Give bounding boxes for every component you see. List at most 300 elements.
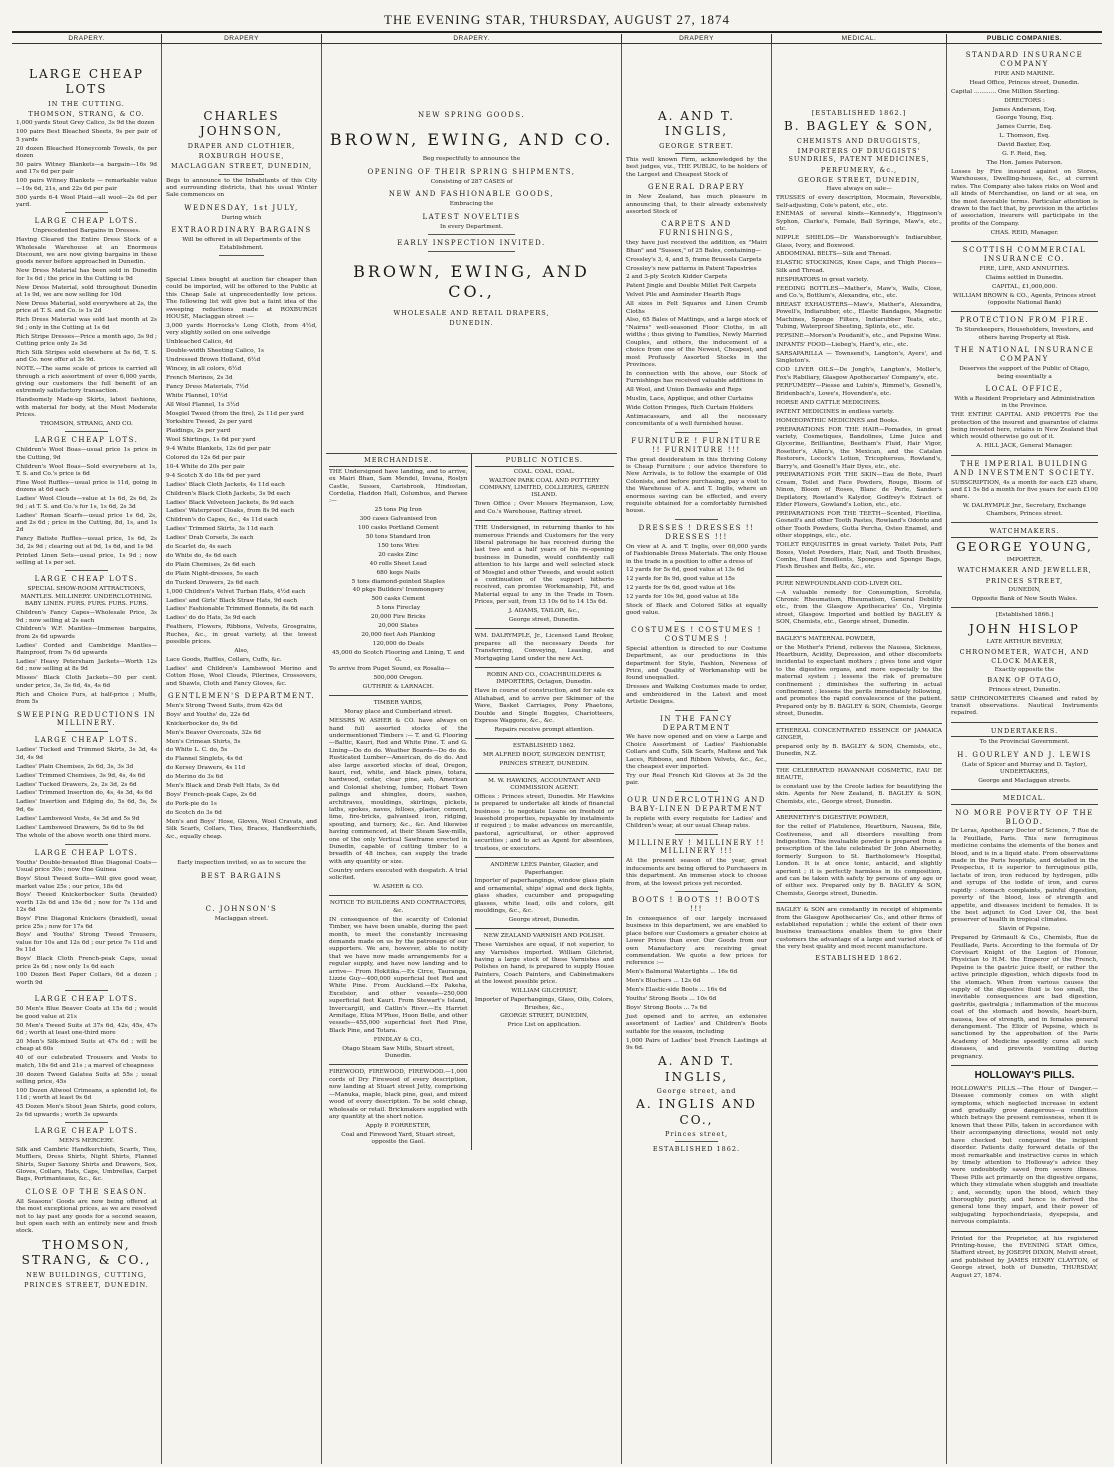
firm-signature: A. HILL JACK, General Manager. — [976, 443, 1073, 450]
ad-line: DUNEDIN. — [449, 319, 494, 328]
paragraph: On view at A. and T. Inglis, over 60,000 yards of Fashionable Dress Materials. The only House in the trade in a position to offer a dress of — [626, 543, 767, 565]
ad-line: George and Maclaggan streets. — [978, 777, 1071, 784]
list-item: Men's Balmoral Watertights ... 16s 6d — [626, 969, 738, 976]
list-item: 9-4 White Blankets, 12s 6d per pair — [166, 446, 271, 453]
section-heading: COSTUMES ! COSTUMES ! COSTUMES ! — [631, 625, 762, 643]
paragraph: Have in course of construction, and for sale ex Allahabad, and to arrive per Skimmer of the Wave, Basket Carriages, Pony Phaetons, Double and Single Buggies, Chariotteers, Express Waggons, &c., &c. — [474, 688, 614, 725]
list-item: G. F. Reid, Esq. — [1002, 151, 1047, 158]
established-line: [Established 1866.] — [995, 612, 1054, 619]
paragraph: THE ENTIRE CAPITAL AND PROFITS For the protection of the insured and guarantee of claims being invested here, retains in New Zealand that which would otherwise go out of it. — [951, 412, 1098, 441]
masthead-rule — [12, 31, 1102, 33]
paragraph: All Seasons' Goods are now being offered at the most exceptional prices, as we are resolved not to lay past any goods for a second season, but open each with an entirely new and fresh stock. — [16, 1198, 157, 1235]
section-heading: ESTABLISHED 1862. — [512, 743, 576, 750]
ad-line: NEW SPRING GOODS. — [417, 111, 526, 119]
paragraph: PEPSINE—Morson's Poudanit's, etc., and Pepsine Wine. — [776, 333, 942, 340]
firm-address: Maclaggan street. — [214, 915, 269, 922]
paragraph: New Dress Material, sold everywhere at 2s, the price at T. S. and Co. is 1s 2d — [16, 300, 157, 315]
ad-line: MACLAGGAN STREET, DUNEDIN, — [170, 162, 313, 171]
list-item: James Currie, Esq. — [997, 124, 1052, 131]
paragraph: Stock of Black and Colored Silks at equally good value. — [626, 603, 767, 617]
list-item: 300 cases Galvanised Iron — [359, 516, 437, 523]
company-name: PROTECTION FROM FIRE. — [959, 316, 1090, 325]
list-item: Boys' and Youths' do, 22s 6d — [166, 711, 250, 718]
paragraph: Having Cleared the Entire Dress Stock of a Wholesale Warehouse at an Enormous Discount, we are now giving bargains in these goods never before approached in Dunedin. — [16, 237, 157, 266]
list-item: 40 rolls Sheet Lead — [369, 560, 427, 567]
list-item: do White L. C. do, 5s — [166, 747, 228, 754]
list-item: Plaidings, 2s per yard — [166, 428, 231, 435]
list-item: Men's Elastic-side Boots ... 16s 6d — [626, 987, 727, 994]
paragraph: Dresses and Walking Costumes made to order, and embroidered in the Latest and most Artistic Designs. — [626, 684, 767, 706]
list-item: Antimacassars, and all the necessary concomitants of a well furnished house. — [626, 413, 767, 428]
paragraph: Children's Fancy Capes—Wholesale Price, 3s 9d ; now selling at 2s each — [16, 610, 157, 624]
paragraph: RESPIRATORS in great variety. — [776, 276, 869, 283]
paragraph-heading: PURE NEWFOUNDLAND COD-LIVER OIL. — [776, 580, 903, 587]
list-item: Double-width Sheeting Calico, 1s — [166, 348, 264, 355]
paragraph: Ladies' Tucked Drawers, 2s, 2s 3d, 2s 6d — [16, 781, 137, 788]
paragraph: Special attention is directed to our Costume Department, as our productions in this department for Style, Fashion, Newness of Price, and Quality of Workmanship will be found unequalled. — [626, 645, 767, 682]
paragraph: Prepared by Grimault & Co., Chemists, Rue de Feuillade, Paris. According to the formula of Dr Corvisart Knight of the Legion of Honour, Physician to H.M. the Emperor of the French, Pepsine is the gastric juice itself, or rather the active principle digestion, which digests food in the stomach. When from various causes the supply of the digestive fluid is too small, the inevitable consequences are bad digestion, gastritis, gastralgia ; inflammation of the mucous coat of the stomach and bowels, heart-burn, nausea, loss of strength, and in females general derangement. The Elixir of Pepsine, which is sanctioned by the approbation of the Paris Academy of Medicine speedily cures all such diseases, and prevents vomiting during pregnancy. — [951, 935, 1098, 1060]
paragraph: Boys' Black Cloth French-peak Caps, usual price 2s 6d ; now only 1s 6d each — [16, 956, 157, 970]
ad-firm: BROWN, EWING, AND CO., — [353, 261, 590, 302]
list-item: Men's Bluchers ... 12s 6d — [626, 978, 701, 985]
section-header: MERCHANDISE. — [329, 456, 468, 466]
section-heading: CLOSE OF THE SEASON. — [25, 1187, 148, 1196]
list-item: 1,000 Children's Velvet Turban Hats, 4½d each — [166, 588, 306, 595]
paragraph: The great desideratum in this thriving Colony is Cheap Furniture ; our advice therefore to New Arrivals, is to follow the example of Old Colonists, and before purchasing, pay a visit to the Warehouse of A. and T. Inglis, where an enormous saving can be effected, and every requisite obtained for a comfortably furnished house. — [626, 456, 767, 515]
ad-firm: A. INGLIS AND CO., — [636, 1097, 757, 1127]
paragraph: 100 Dozen Best Paper Collars, 6d a dozen ; worth 9d — [16, 972, 157, 986]
list-item: 50 tons Standard Iron — [365, 533, 431, 540]
section-subheading: MEN'S MERCERY. — [59, 1137, 114, 1144]
list-item: Lace Goods, Ruffles, Collars, Cuffs, &c. — [166, 656, 282, 663]
ad-firm: A. AND T. INGLIS, — [658, 109, 735, 139]
ad-line: Have always on sale— — [826, 186, 892, 193]
column-thomson-strang — [12, 44, 162, 1464]
paragraph: M. W. HAWKINS, ACCOUNTANT AND COMMISSION AGENT. — [487, 777, 601, 791]
ad-line: ESTABLISHED 1862. — [652, 1145, 741, 1154]
paragraph: Rich Stripe Dresses—Price a month ago, 3s 9d ; Cutting price only 2s 3d — [16, 333, 157, 347]
established-line: [ESTABLISHED 1862.] — [811, 109, 907, 117]
column-public-companies — [947, 44, 1102, 1464]
list-item: do Scarlet do, 4s each — [166, 544, 232, 551]
ad-line: CARPETS AND FURNISHINGS, — [658, 220, 735, 238]
ad-line: EXTRAORDINARY BARGAINS — [171, 226, 312, 235]
paragraph: MESSRS W. ASHER & CO. have always on hand full assorted stocks of the undermentioned Timbers :— T. and G. Flooring—Baltic, Kauri, Red and White Pine. T. and G. Lining—Do do do. Weather Boards—Do do do. Rusticated Lumber—American, do do do. And also large assorted stocks of deal, Oregon, kauri, red, white, and black pines, totara, hardwood, cedar, clear pine, ash, American and Colonial shelving, lumber, Hobart Town palings and shingles, doors, sashes, architraves, mouldings, skirtings, pickets, laths, spokes, naves, felloes, plaster, cement, lime, fire-bricks, galvanised iron, ridging, spouting, and turnery, &c., &c. And likewise having commenced, at their Steam Saw-mills, one of the only Vertical Sawframe erected in Dunedin, capable of cutting timber to a breadth of 48 inches, can supply the trade with any quantity or size. — [329, 718, 468, 865]
established-line: ESTABLISHED 1862. — [815, 953, 903, 962]
ad-line: WHOLESALE AND RETAIL DRAPERS, — [393, 308, 550, 317]
list-item: Muslin, Lace, Applique, and other Curtains — [626, 396, 753, 403]
paragraph: 100 Dozen Allwool Crimeans, a splendid lot, 6s 11d ; worth at least 9s 6d — [16, 1087, 157, 1102]
list-item: 25 tons Pig Iron — [374, 507, 422, 514]
list-item: Undressed Brown Holland, 6½d — [166, 357, 261, 364]
ad-line: WATCHMAKER AND JEWELLER, — [957, 566, 1092, 575]
ad-line: CHRONOMETER, WATCH, AND CLOCK MAKER, — [959, 648, 1090, 665]
list-item: All Wool, and Union Damasks and Reps — [626, 387, 742, 394]
column-charles-johnson — [162, 44, 322, 1464]
list-item: do Plain Night-dresses, 5s each — [166, 570, 259, 577]
column-bagley — [772, 44, 947, 1464]
column-header-2: DRAPERY — [162, 34, 322, 43]
paragraph: Also, 65 Bales of Mattings, and a large stock of "Nairns" well-seasoned Floor Cloths, in all widths ; thus giving to Families, Newly Married Couples, and others, the inducement of a choice from one of the Newest, Cheapest, and most Profusely Assorted Stocks in the Provinces. — [626, 317, 767, 368]
firm-signature: C. JOHNSON'S — [205, 904, 278, 913]
columns — [12, 44, 1102, 1464]
paragraph: Rich Silk Stripes sold elsewhere at 5s 6d, T. S. and Co. now offer at 3s 9d. — [16, 349, 157, 364]
list-item: Ladies' and Children's Lambswool Merino and Cotton Hose, Wool Clouds, Pilerines, Crossovers, and Shawls, Cloth and Fancy Gloves, &c. — [166, 665, 317, 687]
paragraph: TOILET REQUISITES in great variety. Toilet Pots, Puff Boxes, Violet Powders, Hair, Nail, and Tooth Brushes, Combs, Hand Emollients, Sponges and Sponge Bags, Flesh Brushes and Belts, &c., etc. — [776, 542, 942, 571]
paragraph: SARSAPARILLA — Townsend's, Langton's, Ayers', and Singleton's. — [776, 350, 942, 365]
paragraph: HOLLOWAY'S PILLS.—The Hour of Danger.—Disease commonly comes on with slight symptoms, which neglected increase in extent and gradually grow dangerous—a condition which betrays the present remissness, when it is known that these Pills, taken in accordance with their accompanying directions, would not only have checked but conquered the incipient disorder. Patients daily forward details of the most remarkable and instructive cures in which by timely attention to Holloway's advice they were undoubtedly saved from severe illness. These Pills act primarily on the digestive organs, which they stimulate when sluggish and insatiate ; and, secondly, upon the blood, which they thoroughly purify, and hence is derived the general tone they impart, and their power of subjugating hypochondriasis, dyspepsia, and nervous complaints. — [951, 1085, 1098, 1226]
firm-address: NEW BUILDINGS, CUTTING, — [26, 1270, 147, 1279]
column-headers — [12, 34, 1102, 44]
section-heading: DRESSES ! DRESSES !! DRESSES !!! — [638, 523, 755, 541]
ad-line: IMPORTERS OF DRUGGISTS' SUNDRIES, PATENT MEDICINES, — [788, 146, 930, 164]
list-item: do White do, 4s 6d each — [166, 553, 237, 559]
list-item: Youths' Strong Boots ... 10s 6d — [626, 996, 717, 1003]
ad-firm: A. AND T. INGLIS, — [658, 1054, 735, 1084]
list-item: Yorkshire Tweed, 2s per yard — [166, 419, 253, 426]
paragraph: Rich and Choice Furs, at half-price ; Muffs, from 5s — [16, 691, 157, 706]
ad-line: LATE ARTHUR BEVERLY, — [986, 638, 1063, 645]
list-item: Ladies' Black Velveteen Jackets, 8s 9d each — [166, 499, 294, 506]
ad-line: CHEMISTS AND DRUGGISTS, — [796, 136, 922, 145]
list-item: 500 casks Cement — [371, 596, 426, 603]
firm-signature: GUTHRIE & LARNACH. — [362, 683, 434, 690]
ad-line: NEW AND FASHIONABLE GOODS, — [388, 190, 555, 199]
list-item: White Flannel, 10½d — [166, 392, 228, 399]
list-item: Ladies' Black Cloth Jackets, 4s 11d each — [166, 481, 285, 488]
list-item: Wide Cotton Fringes, Rich Curtain Holders — [626, 404, 754, 411]
paragraph: In consequence of our largely increased business in this department, we are enabled to place before our Customers a greater choice at Lower Prices than ever. Our Goods from our own Manufactory are receiving great commendation. We quote a few prices for reference :— — [626, 915, 767, 967]
paragraph: Country orders executed with despatch. A trial solicited. — [329, 867, 468, 882]
section-header: WATCHMAKERS. — [951, 527, 1098, 537]
list-item: Men's Crimean Shirts, 5s — [166, 738, 241, 745]
ad-line: ROXBURGH HOUSE, — [198, 152, 285, 161]
paragraph: Is replete with every requisite for Ladies' and Children's wear, at our usual Cheap rates. — [626, 815, 767, 830]
list-item: David Baxter, Esq. — [997, 142, 1052, 149]
ad-title: LARGE CHEAP LOTS — [29, 67, 144, 97]
paragraph: TRUSSES of every description, Mocmain, Reversible, Self-adjusting, Cole's patent, etc., etc. — [776, 195, 942, 209]
ad-line: GENERAL DRAPERY — [647, 183, 746, 192]
paragraph: PREPARATIONS FOR THE HAIR—Pomades, in great variety, Cosmetiques, Bandolines, Lime Juice and Glycerine, Brilliantine, Beetham's Fluid, Hair Vigor, Rosetter's, Allen's, the Mexican, and the Catalan Restorers, Locock's Lotion, Tricopherous, Rowland's, Barry's, and Gosnell's Hair Dyes, etc., etc. — [776, 426, 942, 470]
paragraph: FIREWOOD, FIREWOOD, FIREWOOD.—1,000 cords of Dry Firewood of every description, now landing at Stuart street Jetty, comprising—Manuka, maple, black pine, goai, and mixed wood of every description. To be sold cheap, wholesale or retail. Brickmakers supplied with any quantity at the short notice. — [329, 1069, 468, 1120]
list-item: 45,000 do Scotch Flooring and Lining, T. and G. — [331, 649, 465, 664]
ad-line: Princes street, Dunedin. — [988, 686, 1061, 693]
section-header: UNDERTAKERS. — [951, 727, 1098, 737]
section-heading: TIMBER YARDS, — [373, 700, 423, 707]
paragraph: Ladies' Trimmed Chemises, 3s 9d, 4s, 4s 6d — [16, 772, 146, 779]
company-line: LOCAL OFFICE, — [985, 384, 1064, 393]
list-item: Crossley's 3, 4, and 5, frame Brussels Carpets — [626, 256, 762, 263]
firm-address: GEORGE STREET, DUNEDIN, — [500, 1013, 589, 1020]
paragraph: Just opened and to arrive, an extensive assortment of Ladies' and Children's Boots suitable for the season, including — [626, 1013, 767, 1035]
firm-signature: CHAS. REID, Manager. — [990, 229, 1059, 236]
firm-address: PRINCES STREET, DUNEDIN. — [24, 1280, 149, 1289]
list-item: 150 tons Wire — [377, 542, 419, 549]
sale-date: WEDNESDAY, 1st JULY, — [184, 203, 299, 212]
list-item: Velvet Pile and Axminster Hearth Rugs — [626, 292, 741, 299]
ad-firm: B. BAGLEY & SON, — [783, 119, 935, 134]
paragraph: NIPPLE SHIELDS—Dr Wansborough's Indiarubber, Glass, Ivory, and Boxwood. — [776, 235, 942, 249]
paragraph: Printed Linen Sets—usual price, 1s 9d ; now selling at 1s per set. — [16, 552, 157, 567]
paragraph: ROBIN AND CO., COACHBUILDERS & IMPORTERS, Octagon, Dunedin. — [486, 672, 602, 686]
paragraph: MR ALFRED BOOT, SURGEON DENTIST, — [482, 752, 606, 759]
company-line: Head Office, Princes street, Dunedin. — [969, 79, 1080, 86]
paragraph: —A valuable remedy for Consumption, Scrofula, Chronic Rheumatism, Rheumatism, General Debility etc., from the Glasgow Apothecaries' Co., Virginia street, Glasgow. Imported and bottled by BAGLEY & SON, Chemists, etc., George street, Dunedin. — [776, 589, 942, 626]
section-heading: LARGE CHEAP LOTS. — [34, 217, 139, 226]
paragraph: Try our Real French Kid Gloves at 3s 3d the pair. — [626, 772, 767, 787]
list-item: 100 pairs Best Bleached Sheets, 9s per pair of 5 yards — [16, 129, 157, 143]
paragraph: New Dress Material has been sold in Dunedin for 1s 6d ; the price in the Cutting is 9d — [16, 268, 157, 282]
ad-line: Embracing the — [449, 201, 494, 208]
paragraph: INFANTS' FOOD—Liebeg's, Hard's, etc., etc. — [776, 341, 909, 348]
paragraph: Dr Leras, Apothecary Doctor of Science, 7 Rue de la Feuillade, Paris. This new ferruginous medicine contains the elements of the bones and blood, and is in a liquid state. From observations made in the Paris hospitals, and detailed in the Prospectus, it is superior to ferruginous pills, lactate of iron, iron reduced by hydrogen, pills and syrups of the iodide of iron, and cures rapidly : stomach complaints, painful digestion, poverty of the blood, loss of strength and appetite, and diseases incident to females. It is the best adjunct to Cod Liver Oil, the best preserver of health in tropical climates. — [951, 828, 1098, 924]
paragraph: Boys' and Youths' Strong Tweed Trousers, value for 10s and 12s 6d ; our price 7s 11d and 9s 11d — [16, 932, 157, 954]
list-item: 3,000 yards Horrocks's Long Cloth, from 4½d, very slightly soiled on one selvedge — [166, 322, 317, 337]
paragraph: PERFUMERY—Piesse and Lubin's, Rimmel's, Gosnell's, Bridenbach's, Lowe's, Hovenden's, etc. — [776, 383, 942, 397]
ad-firm: THOMSON, STRANG, & CO. — [28, 110, 145, 119]
list-item: Ladies' Trimmed Skirts, 3s 11d each — [166, 526, 274, 533]
company-line: FIRE AND MARINE. — [994, 70, 1055, 77]
paragraph: PREPARATIONS FOR THE TEETH—Scented, Florilina, Gosnell's and other Tooth Pastes, Rowland's Odonto and other Tooth Powders, Gutta Percha, Osteo Enamel, and other stoppings, etc., etc. — [776, 510, 942, 540]
list-item: 12 yards for 8s 9d, good value at 15s — [626, 576, 735, 583]
paragraph: Ladies' Heavy Petersham Jackets—Worth 12s 6d ; now selling at 8s 9d — [16, 659, 157, 673]
section-heading: SWEEPING REDUCTIONS IN MILLINERY. — [16, 710, 157, 728]
ad-firm: NO MORE POVERTY OF THE BLOOD. — [955, 808, 1094, 826]
list-item: 20,000 feet Ash Planking — [361, 631, 436, 638]
ad-line: PERFUMERY, &c., — [820, 165, 898, 174]
section-heading: LARGE CHEAP LOTS. — [34, 736, 139, 745]
company-line: Deserves the support of the Public of Otago, being essentially a — [959, 366, 1090, 380]
firm-signature: FINDLAY & CO., — [373, 1036, 423, 1043]
list-item: James Anderson, Esq. — [992, 106, 1057, 113]
firm-address: Importer of Paperhangings, Glass, Oils, Colors, Brushes, &c., — [474, 997, 614, 1011]
list-item: Ladies' do do Hats, 3s 9d each — [166, 615, 256, 622]
list-item: All sizes in Felt Squares and Linen Crumb Cloths — [626, 301, 767, 315]
section-heading: LARGE CHEAP LOTS. — [34, 1126, 139, 1135]
paragraph: Will be offered in all Departments of the Establishment. — [182, 237, 301, 251]
list-item: Boys' Strong Boots ... 7s 6d — [626, 1004, 707, 1011]
public-notices-column — [472, 454, 618, 1150]
list-item: 1,000 yards Stout Grey Calico, 3s 9d the dozen — [16, 120, 155, 127]
section-heading: BOOTS ! BOOTS !! BOOTS !!! — [632, 896, 761, 913]
paragraph: PRINCES STREET, DUNEDIN. — [499, 761, 590, 768]
ad-firm: GEORGE YOUNG, — [956, 539, 1093, 554]
list-item: Boys' French-peak Caps, 2s 6d — [166, 792, 257, 799]
paragraph: in New Zealand, has much pleasure in announcing that, to their already extensively assorted Stock of — [626, 194, 767, 216]
list-item: 680 kegs Nails — [376, 569, 421, 576]
paragraph: Ladies' Roman Scarfs—usual price 1s 6d, 2s, and 2s 6d ; price in the Cutting, 8d, 1s, and 1s 2d — [16, 512, 157, 534]
paragraph: Boys' Tweed Knickerbocker Suits (braided) worth 12s 6d and 15s 6d ; now for 7s 11d and 12s 6d — [16, 892, 157, 914]
section-heading: IN THE FANCY DEPARTMENT — [660, 714, 733, 732]
section-heading: LARGE CHEAP LOTS. — [34, 848, 139, 857]
company-name: THE IMPERIAL BUILDING AND INVESTMENT SOCIETY. — [953, 459, 1096, 477]
paragraph: 500,000 Oregon. — [373, 674, 424, 681]
ad-subtitle: IN THE CUTTING. — [48, 99, 125, 108]
list-item: Colored do 12s 6d per pair — [166, 455, 246, 462]
column-brown-ewing-and-notices — [322, 44, 622, 1464]
list-item: 20 casks Zinc — [378, 551, 419, 558]
ad-line: (Late of Spicer and Murray and D. Taylor), UNDERTAKERS, — [961, 761, 1088, 775]
section-header: PUBLIC NOTICES. — [475, 456, 615, 466]
list-item: Patent Jingle and Double Millet Felt Carpets — [626, 283, 757, 290]
paragraph: WALTON PARK COAL AND POTTERY COMPANY, LIMITED, COLLIERIES, GREEN ISLAND. — [479, 477, 609, 499]
company-name: STANDARD INSURANCE COMPANY — [965, 51, 1084, 68]
section-heading: MILLINERY ! MILLINERY !! MILLINERY !!! — [628, 838, 765, 856]
list-item: 12 yards for 5s 6d, good value at 13s 6d — [626, 567, 745, 574]
ad-line: DUNEDIN, — [1008, 586, 1041, 593]
company-line: CAPITAL, £1,000,000. — [991, 283, 1058, 290]
list-item: 5 tons Fireclay — [376, 605, 421, 612]
list-item: Men's Black and Drab Felt Hats, 3s 6d — [166, 783, 280, 790]
section-header: MEDICAL. — [951, 794, 1098, 804]
paragraph: 50 Men's Tweed Suits at 37s 6d, 42s, 45s, 47s 6d ; worth at least one-third more — [16, 1022, 157, 1036]
merchandise-column — [326, 454, 472, 1150]
paragraph: Ladies' Tucked and Trimmed Skirts, 3s 3d, 4s 3d, 4s 9d — [16, 747, 157, 761]
paragraph: Ladies' Corded and Cambridge Mantles—Rainproof, from 7s 6d upwards — [16, 642, 157, 657]
paragraph: NEW ZEALAND VARNISH AND POLISH. — [483, 933, 605, 940]
paragraph: HOMŒOPATHIC MEDICINES and Books. — [776, 417, 900, 424]
ad-firm: H. GOURLEY AND J. LEWIS — [957, 750, 1092, 759]
list-item: Ladies' Fashionable Trimmed Bonnets, 8s 6d each — [166, 606, 314, 613]
paragraph: 1,000 Pairs of Ladies' best French Lastings at 9s 6d. — [626, 1037, 767, 1051]
paragraph: 40 of our celebrated Trousers and Vests to match, 18s 6d and 21s ; a marvel of cheapness — [16, 1055, 157, 1069]
list-item: Fancy Dress Materials, 7½d — [166, 383, 249, 390]
ad-firm: BROWN, EWING, AND CO. — [329, 129, 614, 149]
column-header-6: PUBLIC COMPANIES. — [986, 35, 1063, 42]
paragraph: COD LIVER OILS—De Jongh's, Langton's, Moller's, Fox's Rabiliary, Glasgow Apothecaries' Company's, etc. — [776, 367, 942, 381]
ad-line: OPENING OF THEIR SPRING SHIPMENTS, — [367, 167, 576, 176]
ad-line: George street, and — [656, 1087, 737, 1096]
ad-line: To the Provincial Government. — [979, 739, 1070, 746]
paragraph: ABDOMINAL BELTS—Silk and Thread. — [776, 251, 892, 258]
list-item: 100 casks Portland Cement — [357, 525, 439, 532]
list-item: do Plain Chemises, 2s 6d each — [166, 561, 256, 568]
company-name: THE NATIONAL INSURANCE COMPANY — [954, 346, 1095, 364]
ad-line: EARLY INSPECTION INVITED. — [397, 238, 546, 247]
paragraph: 20 Men's Silk-mixed Suits at 47s 6d ; will be cheap at 60s — [16, 1038, 157, 1053]
company-name: SCOTTISH COMMERCIAL INSURANCE CO. — [962, 246, 1087, 263]
company-line: WILLIAM BROWN & CO., Agents, Princes street (opposite National Bank) — [953, 292, 1096, 307]
paragraph: Ladies' Lambswool Vests, 4s 3d and 5s 9d — [16, 815, 140, 822]
paragraph: is constant use by the Creole ladies for beautifying the skin. Agents for New Zealand, B. BAGLEY & SON, Chemists, etc., George street, Dunedin. — [776, 784, 942, 805]
list-item: 9-4 Scotch X do 18s 6d per yard — [166, 472, 261, 479]
paragraph: they have just received the addition, ex "Mairi Bhan" and "Sussex," of 25 Bales, containing— — [626, 240, 767, 254]
section-heading: LARGE CHEAP LOTS. — [34, 995, 139, 1004]
column-header-3: DRAPERY. — [322, 34, 622, 43]
list-item: Wool Shirtings, 1s 6d per yard — [166, 437, 256, 444]
paragraph: Early inspection invited, so as to secure the — [177, 860, 306, 867]
paragraph-heading: ETHEREAL CONCENTRATED ESSENCE OF JAMAICA GINGER, — [776, 727, 942, 742]
list-item: Mosgiel Tweed (from the fire), 2s 11d per yard — [166, 410, 304, 417]
list-item: 100 pairs Witney Blankets — remarkable value—19s 6d, 21s, and 22s 6d per pair — [16, 178, 157, 192]
paragraph: WM. DALRYMPLE, Jr., Licensed Land Broker, prepares all the necessary Deeds for Transferring, Conveying, Leasing, and Mortgaging Land under the new Act. — [474, 633, 614, 662]
list-item: 20,000 Fire Bricks — [370, 614, 426, 621]
list-item: Ladies' Drab Corsets, 3s each — [166, 535, 254, 542]
paragraph: THE Undersigned have landing, and to arrive, ex Mairi Bhan, Sam Mendel, Invana, Roslyn Castle, Sussex, Carisbrook, Hindostan, Cordelia, Haddon Hall, Columbus, and Parsee :— — [329, 468, 468, 505]
ad-line: Opposite Bank of New South Wales. — [971, 595, 1078, 602]
paragraph: Children's W.F. Mantles—Immense bargains, from 2s 6d upwards — [16, 626, 157, 640]
paragraph: FEEDING BOTTLES—Mather's, Maw's, Walls, Close, and Co.'s, Bottlum's, Alexandra, etc., etc. — [776, 285, 942, 300]
paragraph: To arrive from Puget Sound, ex Rosalia— — [329, 666, 450, 673]
list-item: L. Thomson, Esq. — [999, 133, 1050, 140]
firm-address: Otago Steam Saw Mills, Stuart street, Dunedin. — [342, 1045, 455, 1060]
company-line: With a Resident Proprietary and Administration in the Province. — [954, 395, 1095, 410]
section-heading: GENTLEMEN'S DEPARTMENT. — [167, 692, 316, 700]
paragraph-heading: BAGLEY'S MATERNAL POWDER, — [776, 635, 876, 642]
paragraph: Ladies' Wool Clouds—value at 1s 6d, 2s 6d, 2s 9d ; at T. S. and Co.'s for 1s, 1s 6d, 2s 3d — [16, 496, 157, 510]
column-inglis — [622, 44, 772, 1464]
paragraph: HORSE AND CATTLE MEDICINES. — [776, 399, 881, 406]
firm-signature: Apply P. FORRESTER, — [365, 1122, 431, 1129]
section-heading: COAL. COAL. COAL. — [513, 468, 575, 475]
list-item: Ladies' Waterproof Cloaks, from 8s 9d each — [166, 508, 295, 515]
list-item: 20,000 Slates — [378, 623, 419, 630]
paragraph: The whole of the above worth one third more. — [16, 833, 152, 840]
company-line: Capital ............ One Million Sterling. — [951, 88, 1060, 95]
masthead: THE EVENING STAR, THURSDAY, AUGUST 27, 1874 — [384, 12, 730, 27]
company-line: To Storekeepers, Householders, Investors, and others having Property at Risk. — [955, 327, 1094, 341]
paragraph: Silk and Cambric Handkerchiefs, Scarfs, Ties, Mufflers, Dress Shirts, Night Shirts, Flannel Shirts, Super Saxony Shirts and Drawers, Sox, Gloves, Collars, Hats, Caps, Umbrellas, Carpet Bags, Portmanteaus, &c., &c. — [16, 1146, 157, 1183]
paragraph: Offices : Princes street, Dunedin. Mr Hawkins is prepared to undertake all kinds of financial business ; to negotiate Loans on freehold or leasehold properties, repayable by instalments if required ; to make advances on mercantile, pastoral, agricultural, or other approved securities ; and to act as Agent for absentees, trustees, or executors. — [474, 793, 614, 852]
paragraph: Ladies' Plain Chemises, 2s 6d, 3s, 3s 3d — [16, 763, 134, 770]
paragraph: Importer of paperhangings, window glass plain and ornamental, ships' signal and deck lights, glass shades, cucumber and propagating glasses, white lead, oils and colors, gilt mouldings, &c., &c. — [474, 878, 614, 915]
list-item: do Flannel Singlets, 4s 6d — [166, 756, 243, 763]
paragraph: Repairs receive prompt attention. — [494, 726, 595, 733]
paragraph: THE Undersigned, in returning thanks to his numerous Friends and Customers for the very liberal patronage he has received during the last two and a half years of his re-opening business in Dunedin, would confidently call attention to his large and well selected stock of Mosgiel and other Tweeds, and would solicit a continuation of the support hitherto received, can promise Workmanship, Fit, and Material equal to any in the Trade in Town. Prices, per suit, from 13 10s 6d to 14 15s 6d. — [474, 525, 614, 606]
list-item: Ladies' and Girls' Black Straw Hats, 9d each — [166, 597, 298, 604]
paragraph: Ladies' Trimmed Insertion do, 4s, 4s 3d, 4s 6d — [16, 790, 153, 797]
ad-line: GEORGE STREET. — [659, 141, 734, 150]
paragraph: IN consequence of the scarcity of Colonial Timber, we have been unable, during the past month, to meet the constantly increasing demands made on us by the patronage of our supporters. We are, however, able to notify that we have now made arrangements for a regular supply, and have now landing and to arrive— From Hokitika.—Ex Circe, Tauranga, Lizzie Guy—400,000 superficial feet Red and White Pine. From Auckland.—Ex Pakeha, Excelsior, and other vessels—250,000 superficial feet Kauri. From Stewart's Island, Invercargill, and Catlin's River.—Ex Harriet Armitage, Eliza M'Phee, Huon Belle, and other vessels—455,000 superficial feet Red Pine, Black Pine, and Totara. — [329, 916, 468, 1034]
ad-line: Beg respectfully to announce the — [422, 156, 521, 163]
list-item: 5 tons diamond-pointed Staples — [351, 578, 445, 585]
section-heading: LARGE CHEAP LOTS. — [34, 436, 139, 445]
paragraph: BAGLEY & SON are constantly in receipt of shipments from the Glasgow Apothecaries' Co., and other firms of established reputation ; while the extent of their own business transactions enables them to give their customers the advantage of a large and varied stock of the very best quality and most recent manufacture. — [776, 907, 942, 951]
paragraph: We have now opened and on view a Large and Choice Assortment of Ladies' Fashionable Collars and Cuffs, Silk Scarfs, Maltese and Yak Laces, Ribbons, and Ribbon Velvets, &c., &c., the cheapest ever imported. — [626, 734, 767, 771]
paragraph: At the present season of the year, great inducements are being offered to Purchasers in this department. An immense stock to choose from, at the lowest prices yet recorded. — [626, 858, 767, 887]
section-subheading: Moray place and Cumberland street. — [344, 709, 453, 716]
merchandise-and-notices — [326, 453, 617, 1150]
paragraph: New Dress Material, sold throughout Dunedin at 1s 9d, we are now selling for 10d — [16, 284, 157, 299]
list-item: 12 yards for 10s 9d, good value at 18s — [626, 594, 739, 601]
section-subheading: SPECIAL SHOW-ROOM ATTRACTIONS, MANTLES. MILLINERY. UNDERCLOTHING. BABY LINEN. FURS. FURS. FURS. FURS. — [20, 586, 153, 608]
ad-line: GEORGE STREET, DUNEDIN, — [797, 175, 921, 184]
paragraph: prepared only by B. BAGLEY & SON, Chemists, etc., Dunedin, N.Z. — [776, 743, 942, 758]
list-item: Children's Black Cloth Jackets, 3s 9d each — [166, 490, 291, 497]
section-heading: FURNITURE ! FURNITURE !! FURNITURE !!! — [631, 436, 762, 454]
list-item: 12 yards for 9s 6d, good value at 16s — [626, 585, 735, 592]
firm-signature: W. DALRYMPLE Jnr., Secretary, Exchange Chambers, Princes street. — [962, 503, 1087, 517]
paragraph: 50 Men's Blue Beaver Coats at 15s 6d ; would be good value at 21s — [16, 1006, 157, 1020]
company-line: FIRE, LIFE, AND ANNUITIES. — [979, 265, 1070, 272]
list-item: George Young, Esq. — [995, 115, 1054, 122]
paragraph: Ladies' Insertion and Edging do, 5s 6d, 5s, 5s 9d, 6s — [16, 799, 157, 813]
list-item: 2 and 3-ply Scotch Kidder Carpets — [626, 274, 728, 281]
paragraph: for the relief of Flatulence, Heartburn, Nausea, Bile, Costiveness, and all disorders resulting from Indigestion. This invaluable powder is prepared from a prescription of the late celebrated Dr John Abernethy, formerly Surgeon to St. Bartholomew's Hospital, London. It is at once tonic, antacid, and slightly aperient ; it is perfectly harmless in its composition, and can be taken with safety by persons of any age or of either sex. Prepared only by B. BAGLEY & SON, Chemists, George street, Dunedin. — [776, 824, 942, 897]
ad-line: During which — [221, 214, 262, 221]
firm-address: Coal and Firewood Yard, Stuart street, opposite the Gaol. — [341, 1131, 456, 1146]
paragraph: Misses' Black Cloth Jackets—50 per cent. under price, 3s, 3s 6d, 4s, 4s 6d — [16, 675, 157, 689]
list-item: Wincey, in all colors, 6½d — [166, 365, 242, 372]
imprint: Printed for the Proprietor, at his registered Printing-house, the EVENING STAR Office, Stafford street, by JOSEPH DIXON, Melvill street, and published by JAMES HENRY CLAYTON, of George street, both of Dunedin, THURSDAY, August 27, 1874. — [951, 1235, 1098, 1279]
ad-line: Princes street, — [664, 1130, 729, 1139]
paragraph: or the Mother's Friend, relieves the Nausea, Sickness, Heartburn, Acidity, Depression, and other discomforts incidental to expectant mothers ; gives tone and vigor to the digestive organs, and more especially to the maternal system ; lessens the risk of premature confinement ; diminishes the suffering in actual confinement ; lessens the perils immediately following, and promotes the rapid convalescence of the patient. Prepared only by B. BAGLEY & SON, Chemists, George street, Dunedin. — [776, 644, 942, 718]
list-item: All Wool Flannel, 1s 3½d — [166, 401, 240, 408]
firm-address: Price List on application. — [507, 1022, 581, 1029]
paragraph: Youths' Double-breasted Blue Diagonal Coats—Usual price 30s ; now One Guinea — [16, 859, 157, 874]
section-heading: NOTICE TO BUILDERS AND CONTRACTORS, &c. — [329, 900, 467, 914]
section-heading: LARGE CHEAP LOTS. — [34, 575, 139, 584]
